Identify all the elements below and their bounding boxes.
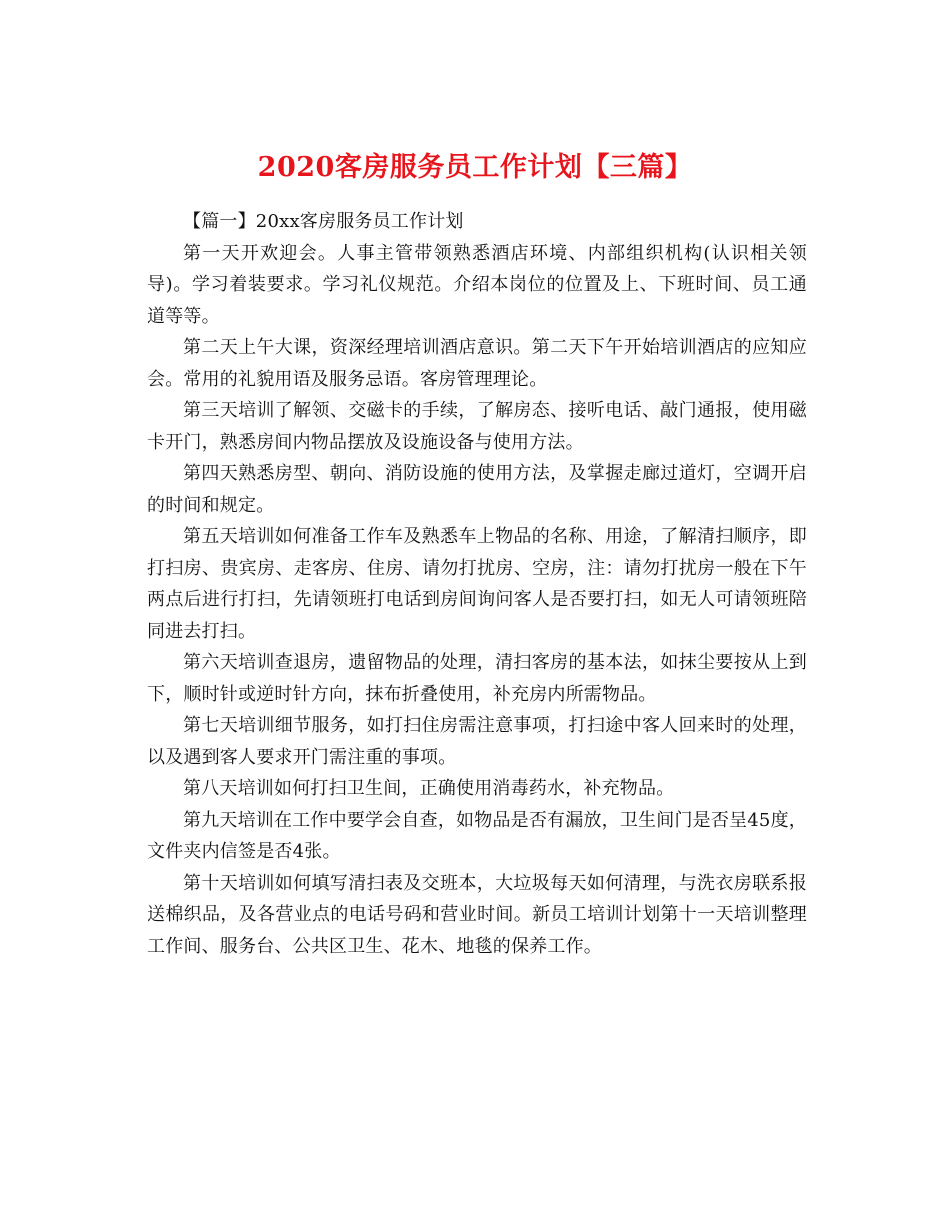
- paragraph-day-1: 第一天开欢迎会。人事主管带领熟悉酒店环境、内部组织机构(认识相关领导)。学习着装要求。学习礼仪规范。介绍本岗位的位置及上、下班时间、员工通道等等。: [147, 242, 807, 327]
- document-title: 2020客房服务员工作计划【三篇】: [257, 152, 693, 184]
- paragraph-day-7: 第七天培训细节服务，如打扫住房需注意事项，打扫途中客人回来时的处理，以及遇到客人要求开门需注重的事项。: [147, 715, 807, 768]
- paragraph-day-4: 第四天熟悉房型、朝向、消防设施的使用方法，及掌握走廊过道灯，空调开启的时间和规定。: [147, 463, 807, 516]
- document-body: [147, 206, 807, 962]
- section-heading: 【篇一】20xx客房服务员工作计划: [183, 211, 464, 232]
- paragraph-day-9: 第九天培训在工作中要学会自查，如物品是否有漏放，卫生间门是否呈45度，文件夹内信签是否4张。: [147, 809, 807, 862]
- paragraph-day-8: 第八天培训如何打扫卫生间，正确使用消毒药水，补充物品。: [183, 778, 675, 799]
- paragraph-day-6: 第六天培训查退房，遗留物品的处理，清扫客房的基本法，如抹尘要按从上到下，顺时针或逆时针方向，抹布折叠使用，补充房内所需物品。: [147, 652, 807, 705]
- paragraph-day-5: 第五天培训如何准备工作车及熟悉车上物品的名称、用途，了解清扫顺序，即打扫房、贵宾房、走客房、住房、请勿打扰房、空房，注：请勿打扰房一般在下午两点后进行打扫，先请领班打电话到房间询问客人是否要打扫，如无人可请领班陪同进去打扫。: [147, 526, 807, 642]
- paragraph-day-2: 第二天上午大课，资深经理培训酒店意识。第二天下午开始培训酒店的应知应会。常用的礼貌用语及服务忌语。客房管理理论。: [147, 337, 807, 390]
- paragraph-day-3: 第三天培训了解领、交磁卡的手续，了解房态、接听电话、敲门通报，使用磁卡开门，熟悉房间内物品摆放及设施设备与使用方法。: [147, 400, 807, 453]
- paragraph-day-10: 第十天培训如何填写清扫表及交班本，大垃圾每天如何清理，与洗衣房联系报送棉织品，及各营业点的电话号码和营业时间。新员工培训计划第十一天培训整理工作间、服务台、公共区卫生、花木、地毯的保养工作。: [147, 872, 807, 957]
